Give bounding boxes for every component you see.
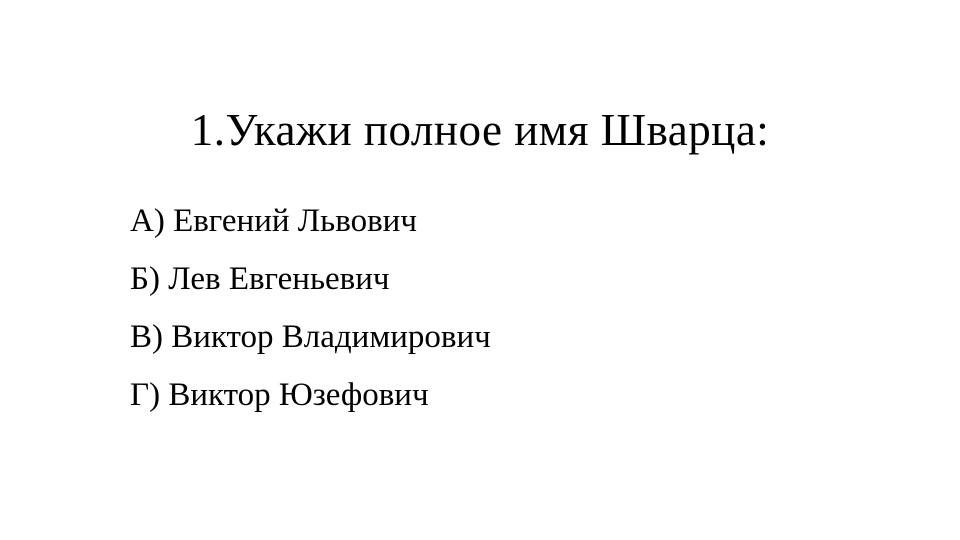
answer-option-g: Г) Виктор Юзефович xyxy=(130,377,429,413)
answer-option-v: В) Виктор Владимирович xyxy=(130,319,491,355)
question-title: 1.Укажи полное имя Шварца: xyxy=(190,105,770,155)
answer-option-b: Б) Лев Евгеньевич xyxy=(130,261,390,297)
answer-options xyxy=(130,192,830,424)
answer-option-a: А) Евгений Львович xyxy=(130,203,417,239)
